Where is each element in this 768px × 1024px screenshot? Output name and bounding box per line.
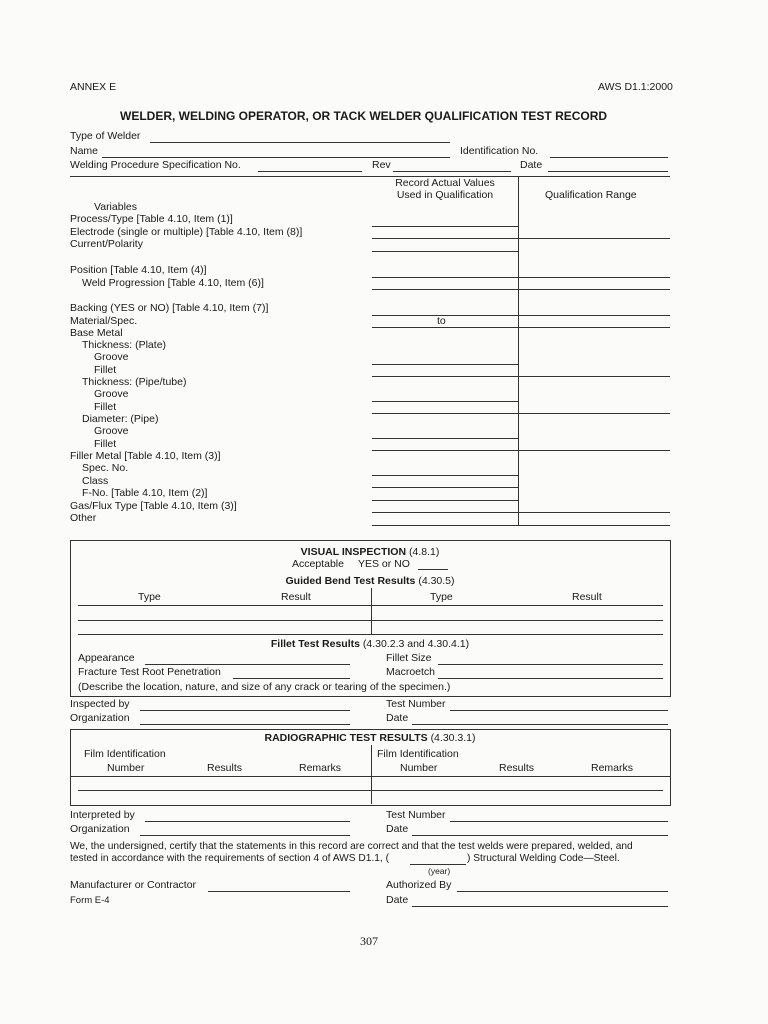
- row-thickness-pipe: Thickness: (Pipe/tube): [82, 376, 187, 388]
- annex-label: ANNEX E: [70, 81, 117, 93]
- appearance-field[interactable]: [145, 664, 350, 665]
- remarks-heading-right: Remarks: [591, 762, 634, 774]
- row-class: Class: [82, 475, 109, 487]
- row-process-type: Process/Type [Table 4.10, Item (1)]: [70, 213, 233, 225]
- manufacturer-label: Manufacturer or Contractor: [70, 879, 197, 891]
- bend-row-2[interactable]: [78, 634, 663, 635]
- row-base-metal: Base Metal: [70, 327, 123, 339]
- bend-result-heading-left: Result: [281, 591, 311, 603]
- row-variables: Variables: [94, 201, 137, 213]
- rev-field[interactable]: [393, 171, 511, 172]
- record-f-no-field[interactable]: [372, 500, 518, 501]
- remarks-heading-left: Remarks: [299, 762, 342, 774]
- radiographic-divider: [371, 745, 372, 804]
- row-plate-groove: Groove: [94, 351, 129, 363]
- identification-no-label: Identification No.: [460, 145, 539, 157]
- fillet-size-field[interactable]: [438, 664, 663, 665]
- type-of-welder-field[interactable]: [150, 142, 450, 143]
- certification-line-2b: ) Structural Welding Code—Steel.: [467, 853, 620, 864]
- appearance-label: Appearance: [78, 652, 135, 664]
- bend-table-header-rule: [78, 605, 663, 606]
- record-process-type-field[interactable]: [372, 226, 518, 227]
- range-position-field[interactable]: [519, 277, 670, 278]
- used-in-qualification-heading: Used in Qualification: [396, 189, 494, 201]
- name-label: Name: [70, 145, 99, 157]
- interpreted-organization-label: Organization: [70, 823, 130, 835]
- describe-note: (Describe the location, nature, and size of any crack or tearing of the specimen.): [78, 681, 451, 693]
- authorized-by-label: Authorized By: [386, 879, 452, 891]
- inspected-organization-label: Organization: [70, 712, 130, 724]
- acceptable-label: Acceptable: [292, 558, 344, 570]
- row-pipe-fillet: Fillet: [94, 401, 117, 413]
- form-number: Form E-4: [70, 895, 110, 906]
- bend-row-1[interactable]: [78, 620, 663, 621]
- row-diameter-groove: Groove: [94, 425, 129, 437]
- page-number: 307: [360, 934, 378, 948]
- row-f-no: F-No. [Table 4.10, Item (2)]: [82, 487, 208, 499]
- record-diameter-fillet-field[interactable]: [372, 450, 518, 451]
- form-title: WELDER, WELDING OPERATOR, OR TACK WELDER QUALIFICATION TEST RECORD: [120, 109, 608, 123]
- record-electrode-field[interactable]: [372, 238, 518, 239]
- manufacturer-field[interactable]: [208, 891, 350, 892]
- fracture-field[interactable]: [233, 678, 350, 679]
- range-process-electrode-field[interactable]: [519, 238, 670, 239]
- results-heading-right: Results: [499, 762, 535, 774]
- authorized-by-field[interactable]: [457, 891, 668, 892]
- signoff-date-field[interactable]: [412, 906, 668, 907]
- range-thickness-pipe-field[interactable]: [519, 413, 670, 414]
- record-spec-no-field[interactable]: [372, 475, 518, 476]
- code-year-field[interactable]: [410, 864, 466, 865]
- radiographic-row-1[interactable]: [78, 790, 663, 791]
- record-position-field[interactable]: [372, 277, 518, 278]
- date-label: Date: [520, 159, 543, 171]
- row-pipe-groove: Groove: [94, 388, 129, 400]
- interpreted-by-field[interactable]: [145, 821, 350, 822]
- interpreted-date-label: Date: [386, 823, 409, 835]
- inspected-organization-field[interactable]: [140, 724, 350, 725]
- variables-table-top-rule: [70, 176, 670, 177]
- number-heading-right: Number: [400, 762, 438, 774]
- inspected-date-field[interactable]: [412, 724, 668, 725]
- range-filler-metal-field[interactable]: [519, 512, 670, 513]
- range-backing-field[interactable]: [519, 315, 670, 316]
- interpreted-test-number-label: Test Number: [386, 809, 446, 821]
- row-spec-no: Spec. No.: [82, 462, 129, 474]
- number-heading-left: Number: [107, 762, 145, 774]
- rev-label: Rev: [372, 159, 391, 171]
- range-thickness-plate-field[interactable]: [519, 376, 670, 377]
- identification-no-field[interactable]: [550, 157, 668, 158]
- bend-type-heading-left: Type: [138, 591, 161, 603]
- type-of-welder-label: Type of Welder: [70, 130, 141, 142]
- row-filler-metal: Filler Metal [Table 4.10, Item (3)]: [70, 450, 221, 462]
- record-weld-progression-field[interactable]: [372, 289, 518, 290]
- signoff-date-label: Date: [386, 894, 409, 906]
- macroetch-field[interactable]: [438, 678, 663, 679]
- inspected-test-number-field[interactable]: [450, 710, 668, 711]
- inspected-by-field[interactable]: [140, 710, 350, 711]
- film-id-heading-right: Film Identification: [377, 748, 459, 760]
- record-class-field[interactable]: [372, 487, 518, 488]
- inspected-date-label: Date: [386, 712, 409, 724]
- row-gas-flux: Gas/Flux Type [Table 4.10, Item (3)]: [70, 500, 237, 512]
- yes-no-label: YES or NO: [358, 558, 410, 570]
- interpreted-test-number-field[interactable]: [450, 821, 668, 822]
- record-plate-fillet-field[interactable]: [372, 376, 518, 377]
- range-weld-progression-field[interactable]: [519, 289, 670, 290]
- visual-inspection-heading: VISUAL INSPECTION (4.8.1): [300, 546, 440, 558]
- interpreted-organization-field[interactable]: [140, 835, 350, 836]
- wps-no-field[interactable]: [258, 171, 362, 172]
- name-field[interactable]: [102, 157, 450, 158]
- row-current-polarity: Current/Polarity: [70, 238, 143, 250]
- range-diameter-field[interactable]: [519, 450, 670, 451]
- variables-table-divider: [518, 176, 519, 526]
- acceptable-field[interactable]: [418, 569, 448, 570]
- bend-type-heading-right: Type: [430, 591, 453, 603]
- record-pipe-fillet-field[interactable]: [372, 413, 518, 414]
- macroetch-label: Macroetch: [386, 666, 436, 678]
- row-electrode: Electrode (single or multiple) [Table 4.10, Item (8)]: [70, 226, 303, 238]
- material-to-label: to: [437, 315, 446, 327]
- record-actual-values-heading: Record Actual Values: [395, 177, 495, 189]
- fillet-test-heading: Fillet Test Results (4.30.2.3 and 4.30.4.1): [270, 638, 470, 650]
- row-weld-progression: Weld Progression [Table 4.10, Item (6)]: [82, 277, 264, 289]
- row-diameter-fillet: Fillet: [94, 438, 117, 450]
- results-heading-left: Results: [207, 762, 243, 774]
- row-other: Other: [70, 512, 97, 524]
- inspected-by-label: Inspected by: [70, 698, 130, 710]
- record-current-polarity-field[interactable]: [372, 251, 518, 252]
- standard-label: AWS D1.1:2000: [598, 81, 673, 93]
- date-field[interactable]: [548, 171, 668, 172]
- guided-bend-heading: Guided Bend Test Results (4.30.5): [285, 575, 455, 587]
- record-material-spec-field[interactable]: [372, 327, 518, 328]
- film-id-heading-left: Film Identification: [84, 748, 166, 760]
- interpreted-date-field[interactable]: [412, 835, 668, 836]
- record-pipe-groove-field[interactable]: [372, 401, 518, 402]
- year-caption: (year): [428, 866, 451, 876]
- record-plate-groove-field[interactable]: [372, 364, 518, 365]
- row-backing: Backing (YES or NO) [Table 4.10, Item (7)]: [70, 302, 269, 314]
- row-material-spec: Material/Spec.: [70, 315, 138, 327]
- wps-no-label: Welding Procedure Specification No.: [70, 159, 241, 171]
- inspected-test-number-label: Test Number: [386, 698, 446, 710]
- bend-table-divider: [371, 588, 372, 635]
- bend-result-heading-right: Result: [572, 591, 602, 603]
- fracture-label: Fracture Test Root Penetration: [78, 666, 221, 678]
- row-plate-fillet: Fillet: [94, 364, 117, 376]
- range-material-spec-field[interactable]: [519, 327, 670, 328]
- certification-line-1: We, the undersigned, certify that the statements in this record are correct and that the test welds were prepared, welded, and: [70, 841, 633, 852]
- row-thickness-plate: Thickness: (Plate): [82, 339, 167, 351]
- record-diameter-groove-field[interactable]: [372, 438, 518, 439]
- interpreted-by-label: Interpreted by: [70, 809, 135, 821]
- qualification-range-heading: Qualification Range: [545, 189, 637, 201]
- record-gas-flux-field[interactable]: [372, 512, 518, 513]
- variables-table-bottom-rule: [372, 525, 670, 526]
- fillet-size-label: Fillet Size: [386, 652, 432, 664]
- radiographic-heading: RADIOGRAPHIC TEST RESULTS (4.30.3.1): [264, 732, 476, 744]
- row-position: Position [Table 4.10, Item (4)]: [70, 264, 207, 276]
- radiographic-header-rule: [70, 776, 670, 777]
- row-diameter-pipe: Diameter: (Pipe): [82, 413, 159, 425]
- certification-line-2a: tested in accordance with the requirements of section 4 of AWS D1.1, (: [70, 853, 389, 864]
